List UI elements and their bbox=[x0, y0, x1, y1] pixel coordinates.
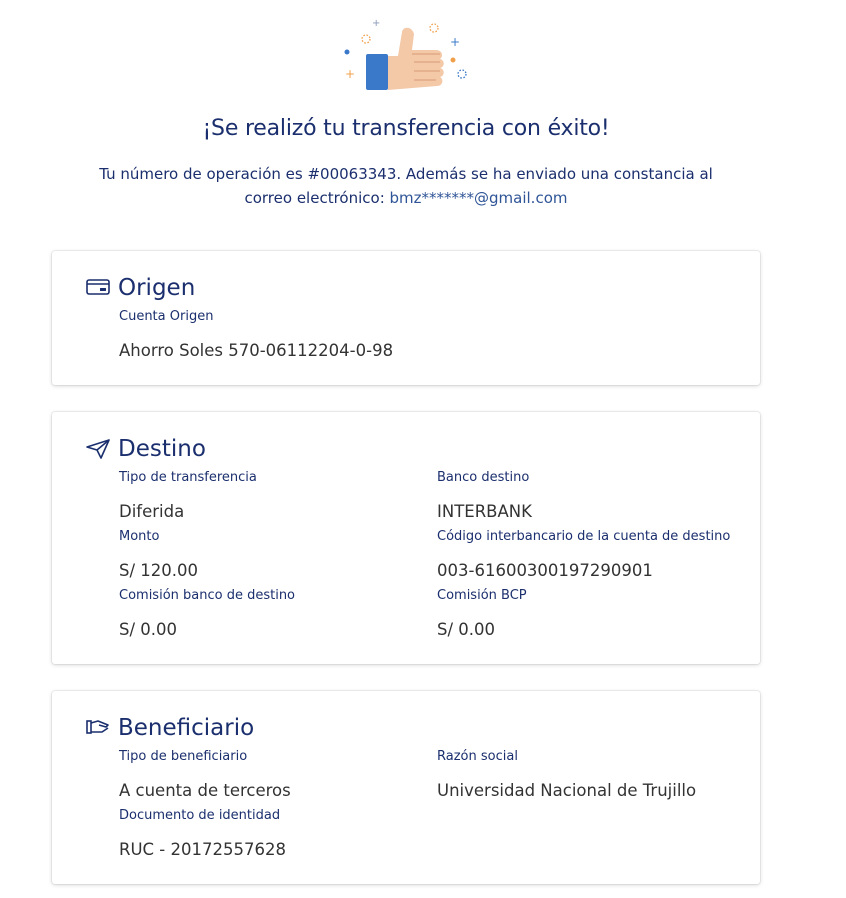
origen-card bbox=[52, 251, 760, 385]
documento-label: Documento de identidad bbox=[119, 808, 281, 823]
beneficiario-card bbox=[52, 691, 760, 884]
origen-title: Origen bbox=[118, 275, 196, 301]
comision-bcp-label: Comisión BCP bbox=[437, 588, 527, 603]
tipo-transferencia-label: Tipo de transferencia bbox=[119, 470, 257, 485]
razon-social-field bbox=[437, 749, 757, 801]
banco-destino-field bbox=[437, 470, 757, 522]
documento-value: RUC - 20172557628 bbox=[119, 840, 286, 859]
cci-label: Código interbancario de la cuenta de destino bbox=[437, 529, 731, 544]
comision-bcp-value: S/ 0.00 bbox=[437, 620, 496, 639]
destino-card bbox=[52, 412, 760, 664]
monto-value: S/ 120.00 bbox=[119, 561, 199, 580]
cuenta-origen-value: Ahorro Soles 570-06112204-0-98 bbox=[119, 341, 394, 360]
banco-destino-value: INTERBANK bbox=[437, 502, 532, 521]
monto-field bbox=[119, 529, 429, 581]
comision-destino-value: S/ 0.00 bbox=[119, 620, 178, 639]
cci-value: 003-61600300197290901 bbox=[437, 561, 653, 580]
comision-destino-label: Comisión banco de destino bbox=[119, 588, 296, 603]
comision-destino-field bbox=[119, 588, 429, 640]
documento-field bbox=[119, 808, 429, 860]
comision-bcp-field bbox=[437, 588, 757, 640]
razon-social-value: Universidad Nacional de Trujillo bbox=[437, 781, 697, 800]
tipo-transferencia-field bbox=[119, 470, 429, 522]
beneficiario-title: Beneficiario bbox=[118, 715, 255, 741]
tipo-beneficiario-field bbox=[119, 749, 429, 801]
success-message bbox=[96, 162, 716, 210]
tipo-beneficiario-value: A cuenta de terceros bbox=[119, 781, 291, 800]
banco-destino-label: Banco destino bbox=[437, 470, 530, 485]
credit-card-icon bbox=[86, 277, 110, 299]
email-address: bmz*******@gmail.com bbox=[389, 189, 568, 207]
hand-icon bbox=[86, 717, 110, 739]
svg-text:+: + bbox=[450, 35, 461, 49]
cuenta-origen-field bbox=[119, 309, 429, 361]
cci-field bbox=[437, 529, 757, 581]
paper-plane-icon bbox=[86, 438, 110, 460]
destino-title: Destino bbox=[118, 436, 206, 462]
svg-text:+: + bbox=[372, 18, 381, 29]
tipo-beneficiario-label: Tipo de beneficiario bbox=[119, 749, 248, 764]
cuenta-origen-label: Cuenta Origen bbox=[119, 309, 214, 324]
svg-text:+: + bbox=[345, 67, 356, 81]
success-title: ¡Se realizó tu transferencia con éxito! bbox=[202, 116, 610, 141]
thumbs-up-icon bbox=[336, 14, 476, 98]
tipo-transferencia-value: Diferida bbox=[119, 502, 185, 521]
monto-label: Monto bbox=[119, 529, 160, 544]
razon-social-label: Razón social bbox=[437, 749, 518, 764]
operation-message: Tu número de operación es #00063343. Además se ha enviado una constancia al correo electrónico: bbox=[99, 165, 713, 207]
